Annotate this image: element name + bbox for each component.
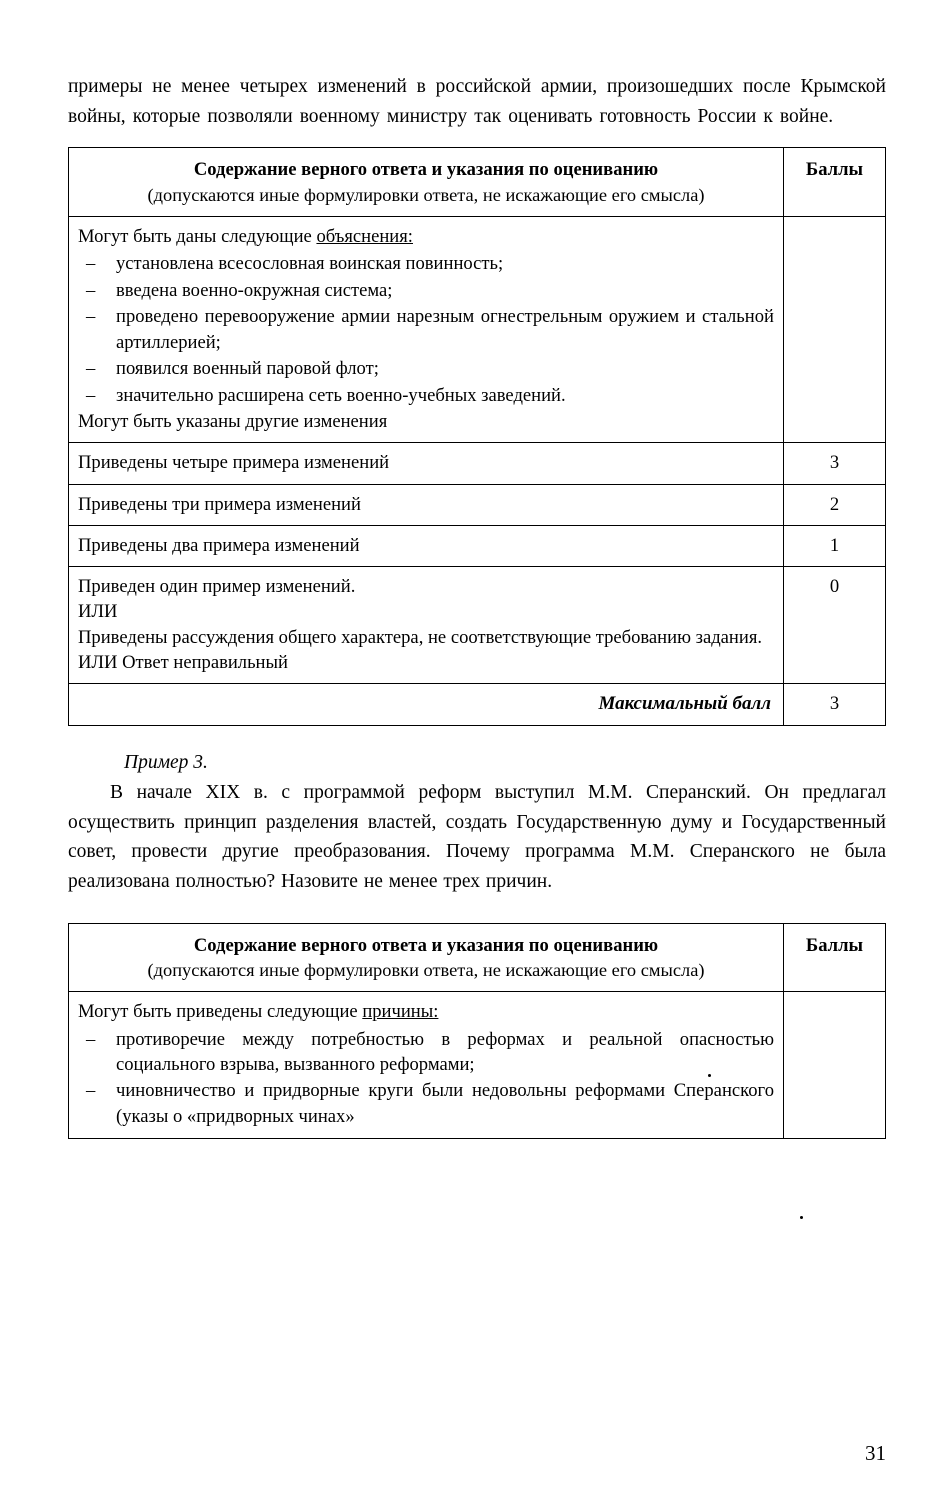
header-criteria-cell [69, 923, 784, 992]
answer-content-cell [69, 992, 784, 1139]
table-row-answer [69, 216, 886, 442]
header-criteria-title: Содержание верного ответа и указания по оцениванию [193, 159, 659, 181]
zero-line-3: Приведены рассуждения общего характера, не соответствующие требованию задания. [78, 626, 763, 648]
table-header-row [69, 148, 886, 217]
criteria-text: Приведены три примера изменений [69, 484, 784, 525]
example-task-text: В начале XIX в. с программой реформ выступил М.М. Сперанский. Он предлагал осуществить принцип разделения властей, создать Государственную думу и Государственный совет, провести другие преобразования. Почему программа М.М. Сперанского не была реализована полностью? Назовите не менее трех причин. [68, 782, 886, 892]
header-score-cell: Баллы [784, 923, 886, 992]
answer-tail: Могут быть указаны другие изменения [78, 411, 388, 433]
list-item: – появился военный паровой флот; [78, 356, 774, 381]
list-item: – установлена всесословная воинская повинность; [78, 251, 774, 276]
header-score-cell: Баллы [784, 148, 886, 217]
answer-lead-plain: Могут быть приведены следующие [78, 1001, 363, 1023]
answer-lead [78, 224, 774, 249]
max-score-value: 3 [784, 684, 886, 726]
list-item: – чиновничество и придворные круги были недовольны реформами Сперанского (указы о «придворных чинах» [78, 1078, 774, 1129]
table-row [69, 484, 886, 525]
intro-paragraph: примеры не менее четырех изменений в российской армии, произошедших после Крымской войны, которые позволяли военному министру так оценивать готовность России к войне. [68, 76, 886, 127]
header-criteria-title: Содержание верного ответа и указания по оцениванию [193, 934, 659, 956]
criteria-score: 1 [784, 525, 886, 566]
table-row-max [69, 684, 886, 726]
criteria-table-2 [68, 923, 886, 1140]
page-number: 31 [865, 1441, 886, 1465]
table-row [69, 525, 886, 566]
zero-line-2: ИЛИ [78, 601, 118, 623]
zero-score: 0 [784, 567, 886, 684]
answer-lead-plain: Могут быть даны следующие [78, 225, 317, 247]
answer-lead-underlined: причины: [362, 1001, 439, 1023]
stray-ink-mark [708, 1074, 711, 1077]
criteria-table-1 [68, 147, 886, 726]
zero-line-4: ИЛИ Ответ неправильный [78, 651, 288, 673]
list-item: – введена военно-окружная система; [78, 278, 774, 303]
zero-line-1: Приведен один пример изменений. [78, 576, 356, 598]
answer-item-list [78, 251, 774, 408]
table-header-row [69, 923, 886, 992]
answer-score-cell [784, 992, 886, 1139]
table-row-answer [69, 992, 886, 1139]
answer-content-cell [69, 216, 784, 442]
max-score-label: Максимальный балл [69, 684, 784, 726]
zero-criteria-cell [69, 567, 784, 684]
stray-ink-mark-2 [800, 1216, 803, 1219]
header-criteria-subtitle: (допускаются иные формулировки ответа, не искажающие его смысла) [147, 184, 705, 205]
header-criteria-subtitle: (допускаются иные формулировки ответа, не искажающие его смысла) [147, 959, 705, 980]
answer-lead [78, 999, 774, 1024]
header-criteria-cell [69, 148, 784, 217]
criteria-text: Приведены четыре примера изменений [69, 443, 784, 484]
criteria-score: 2 [784, 484, 886, 525]
criteria-text: Приведены два примера изменений [69, 525, 784, 566]
table-row [69, 443, 886, 484]
list-item: – значительно расширена сеть военно-учебных заведений. [78, 383, 774, 408]
answer-item-list [78, 1027, 774, 1130]
answer-lead-underlined: объяснения: [316, 225, 413, 247]
list-item: – проведено перевооружение армии нарезным огнестрельным оружием и стальной артиллерией; [78, 304, 774, 355]
page-content [68, 72, 886, 1139]
criteria-score: 3 [784, 443, 886, 484]
answer-score-cell [784, 216, 886, 442]
example-title: Пример 3. [124, 752, 208, 774]
list-item: – противоречие между потребностью в реформах и реальной опасностью социального взрыва, вызванного реформами; [78, 1027, 774, 1078]
table-row-zero [69, 567, 886, 684]
